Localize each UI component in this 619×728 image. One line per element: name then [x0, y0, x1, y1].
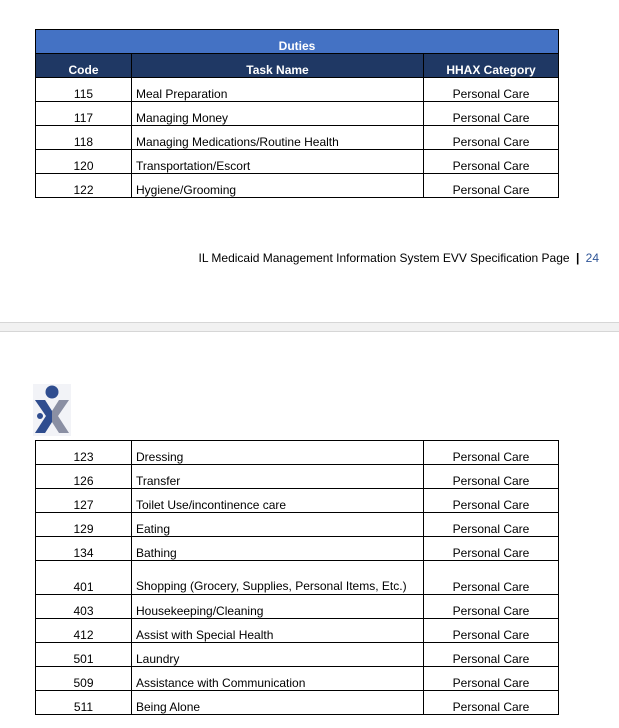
cell-category: Personal Care: [424, 78, 559, 102]
cell-category: Personal Care: [424, 667, 559, 691]
cell-category: Personal Care: [424, 643, 559, 667]
column-header-hhax-category: HHAX Category: [424, 54, 559, 78]
cell-task-name: Eating: [132, 513, 424, 537]
cell-code: 126: [36, 465, 132, 489]
cell-task-name: Hygiene/Grooming: [132, 174, 424, 198]
cell-code: 134: [36, 537, 132, 561]
table-row: [36, 174, 559, 198]
cell-category: Personal Care: [424, 691, 559, 715]
cell-category: Personal Care: [424, 561, 559, 595]
cell-task-name: Shopping (Grocery, Supplies, Personal Items, Etc.): [132, 561, 424, 595]
table-row: [36, 537, 559, 561]
cell-category: Personal Care: [424, 126, 559, 150]
cell-task-name: Meal Preparation: [132, 78, 424, 102]
cell-code: 511: [36, 691, 132, 715]
table-row: [36, 102, 559, 126]
cell-code: 120: [36, 150, 132, 174]
duties-table-continued: [35, 440, 559, 715]
page-break: [0, 322, 619, 332]
cell-task-name: Being Alone: [132, 691, 424, 715]
cell-category: Personal Care: [424, 619, 559, 643]
footer-title: IL Medicaid Management Information System EVV Specification Page: [198, 251, 570, 265]
cell-category: Personal Care: [424, 465, 559, 489]
cell-category: Personal Care: [424, 513, 559, 537]
cell-task-name: Laundry: [132, 643, 424, 667]
table-row: [36, 150, 559, 174]
cell-category: Personal Care: [424, 102, 559, 126]
table-row: [36, 619, 559, 643]
cell-category: Personal Care: [424, 441, 559, 465]
cell-code: 403: [36, 595, 132, 619]
cell-task-name: Bathing: [132, 537, 424, 561]
cell-category: Personal Care: [424, 537, 559, 561]
table-row: [36, 667, 559, 691]
table-row: [36, 691, 559, 715]
cell-category: Personal Care: [424, 174, 559, 198]
table-row: [36, 643, 559, 667]
table-row: [36, 489, 559, 513]
cell-code: 401: [36, 561, 132, 595]
hhax-logo-icon: [33, 384, 71, 436]
cell-task-name: Managing Medications/Routine Health: [132, 126, 424, 150]
cell-code: 123: [36, 441, 132, 465]
cell-category: Personal Care: [424, 489, 559, 513]
footer-separator: |: [575, 251, 580, 265]
cell-task-name: Assistance with Communication: [132, 667, 424, 691]
duties-table: [35, 29, 559, 198]
table-row: [36, 561, 559, 595]
cell-task-name: Toilet Use/incontinence care: [132, 489, 424, 513]
cell-code: 129: [36, 513, 132, 537]
table-row: [36, 78, 559, 102]
cell-task-name: Managing Money: [132, 102, 424, 126]
table-row: [36, 595, 559, 619]
cell-code: 127: [36, 489, 132, 513]
table-row: [36, 513, 559, 537]
column-header-code: Code: [36, 54, 132, 78]
cell-code: 117: [36, 102, 132, 126]
table-title: Duties: [36, 30, 559, 54]
cell-task-name: Assist with Special Health: [132, 619, 424, 643]
table-row: [36, 441, 559, 465]
cell-code: 501: [36, 643, 132, 667]
table-row: [36, 465, 559, 489]
cell-category: Personal Care: [424, 595, 559, 619]
cell-code: 118: [36, 126, 132, 150]
document-page-24: [0, 0, 619, 322]
cell-task-name: Transfer: [132, 465, 424, 489]
page-footer: [199, 251, 600, 265]
cell-code: 122: [36, 174, 132, 198]
cell-task-name: Dressing: [132, 441, 424, 465]
cell-code: 509: [36, 667, 132, 691]
cell-code: 412: [36, 619, 132, 643]
page-number: 24: [585, 251, 599, 265]
cell-task-name: Housekeeping/Cleaning: [132, 595, 424, 619]
column-header-task-name: Task Name: [132, 54, 424, 78]
cell-task-name: Transportation/Escort: [132, 150, 424, 174]
cell-category: Personal Care: [424, 150, 559, 174]
cell-code: 115: [36, 78, 132, 102]
table-row: [36, 126, 559, 150]
